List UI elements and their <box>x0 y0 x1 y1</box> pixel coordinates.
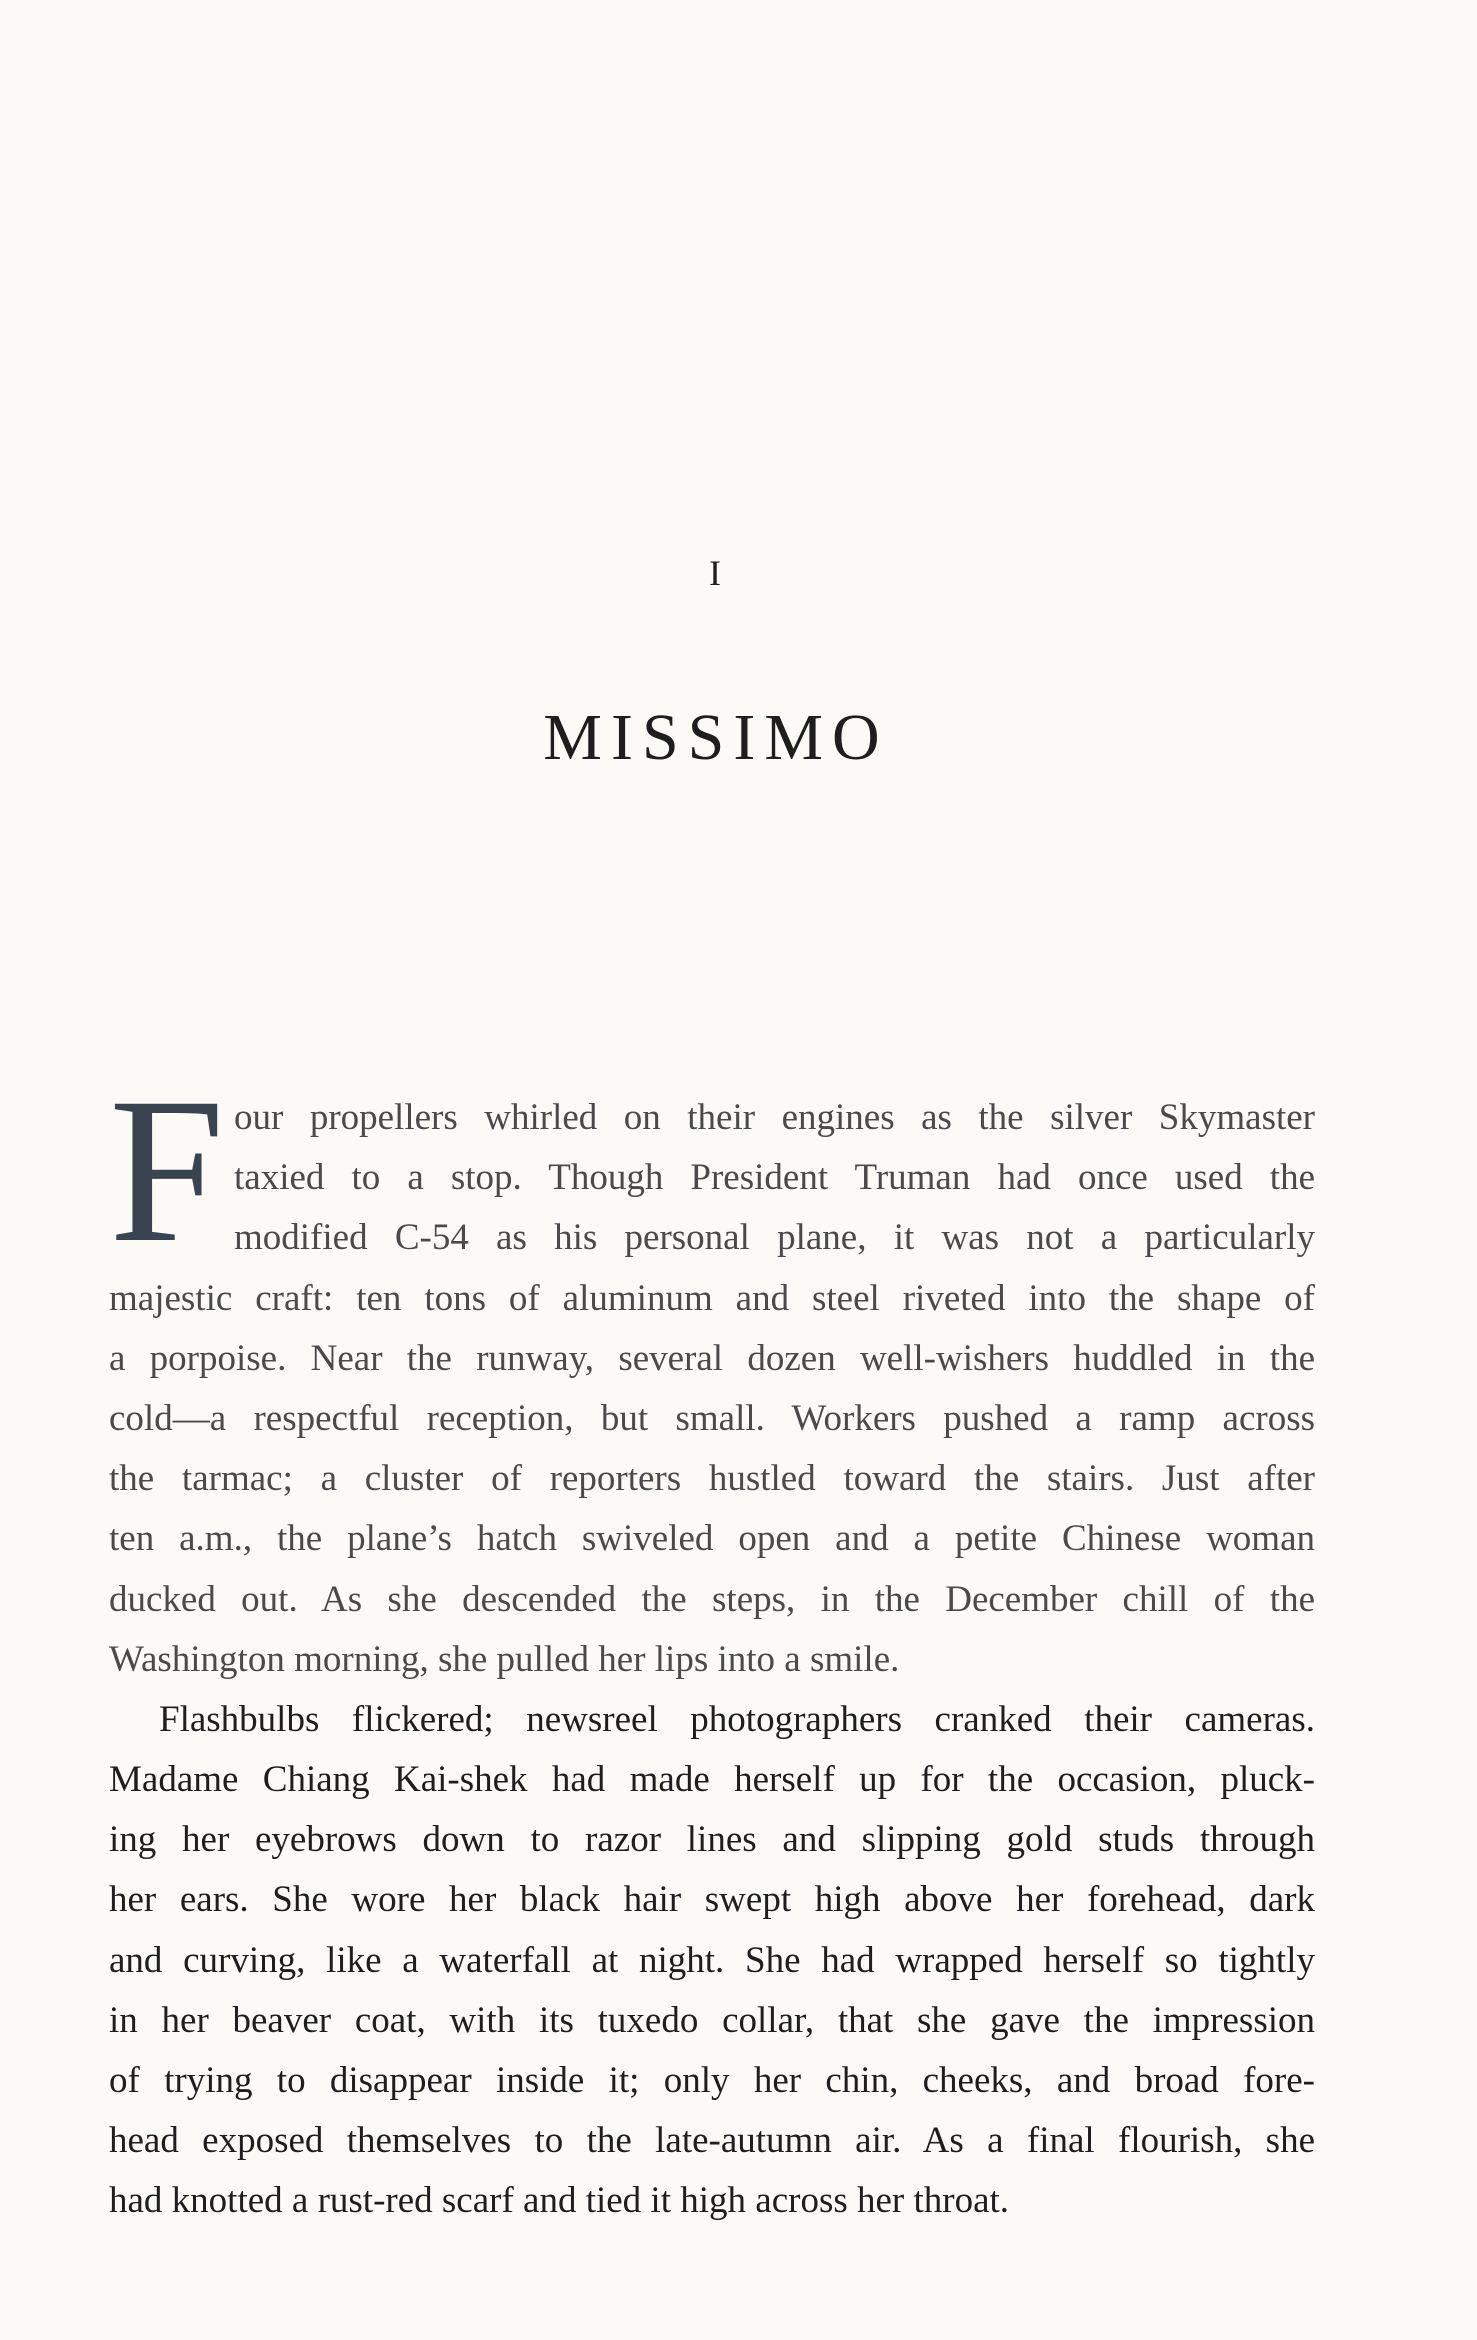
text-line: cold—a respectful reception, but small. Workers pushed a ramp across <box>109 1397 1315 1439</box>
text-line: ing her eyebrows down to razor lines and slipping gold studs through <box>109 1819 1315 1861</box>
paragraph-1 <box>109 1088 1315 1690</box>
text-line: a porpoise. Near the runway, several dozen well-wishers huddled in the <box>109 1337 1315 1379</box>
text-line: head exposed themselves to the late-autumn air. As a final flourish, she <box>109 2120 1315 2162</box>
text-line: ten a.m., the plane’s hatch swiveled open and a petite Chinese woman <box>109 1518 1315 1560</box>
body-text <box>109 1088 1315 2232</box>
text-line: her ears. She wore her black hair swept high above her forehead, dark <box>109 1879 1315 1921</box>
text-line: in her beaver coat, with its tuxedo collar, that she gave the impression <box>109 1999 1315 2041</box>
text-line: majestic craft: ten tons of aluminum and steel riveted into the shape of <box>109 1277 1315 1319</box>
text-line: taxied to a stop. Though President Truman had once used the <box>234 1157 1315 1199</box>
text-line: Madame Chiang Kai-shek had made herself up for the occasion, pluck- <box>109 1759 1315 1801</box>
text-line: had knotted a rust-red scarf and tied it high across her throat. <box>109 2180 1010 2222</box>
text-line: the tarmac; a cluster of reporters hustled toward the stairs. Just after <box>109 1458 1315 1500</box>
text-line: modified C-54 as his personal plane, it was not a particularly <box>234 1217 1315 1259</box>
drop-cap: F <box>109 1055 225 1285</box>
text-line: our propellers whirled on their engines as the silver Skymaster <box>234 1097 1315 1138</box>
text-line: of trying to disappear inside it; only her chin, cheeks, and broad fore- <box>109 2060 1315 2101</box>
chapter-number: I <box>709 553 723 593</box>
chapter-title: MISSIMO <box>543 701 889 774</box>
text-line: Washington morning, she pulled her lips into a smile. <box>109 1638 900 1680</box>
text-line: ducked out. As she descended the steps, in the December chill of the <box>109 1578 1315 1620</box>
text-line: and curving, like a waterfall at night. She had wrapped herself so tightly <box>109 1939 1315 1981</box>
text-line: Flashbulbs flickered; newsreel photographers cranked their cameras. <box>159 1698 1315 1740</box>
paragraph-2 <box>109 1690 1315 2232</box>
